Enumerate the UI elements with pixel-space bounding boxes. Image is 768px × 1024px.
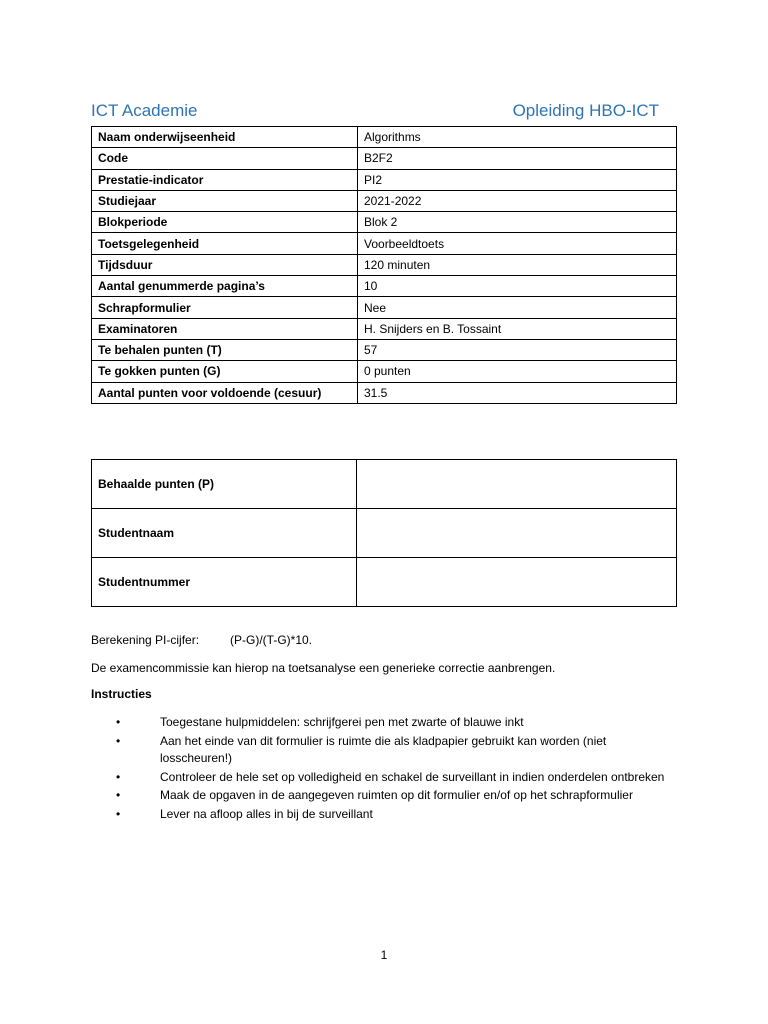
score-row [92,460,677,509]
instruction-text: Toegestane hulpmiddelen: schrijfgerei pen met zwarte of blauwe inkt [160,715,524,729]
info-row [92,254,677,275]
page-header [91,101,677,125]
info-key: Studiejaar [92,190,358,211]
info-value: Algorithms [358,127,677,148]
score-entry-field[interactable] [357,509,677,558]
calculation-line [91,633,313,647]
calculation-formula: (P-G)/(T-G)*10. [230,633,313,647]
instruction-text: Lever na afloop alles in bij de surveillant [160,806,373,821]
student-score-table [91,459,677,607]
info-value: 10 [358,276,677,297]
score-entry-field[interactable] [357,558,677,607]
instruction-text: Aan het einde van dit formulier is ruimte die als kladpapier gebruikt kan worden (niet losscheuren!) [160,733,607,765]
info-value: 120 minuten [358,254,677,275]
instructions-title: Instructies [91,687,152,701]
info-value: 0 punten [358,361,677,382]
info-row [92,212,677,233]
info-value: 31.5 [358,382,677,403]
info-row [92,276,677,297]
info-row [92,169,677,190]
instruction-item [91,806,671,824]
info-row [92,233,677,254]
score-key: Studentnaam [92,509,357,558]
info-value: H. Snijders en B. Tossaint [358,318,677,339]
header-institution: ICT Academie [91,101,198,120]
info-key: Blokperiode [92,212,358,233]
info-value: Blok 2 [358,212,677,233]
instruction-item [91,787,671,805]
instruction-item [91,714,671,732]
instruction-text: Maak de opgaven in de aangegeven ruimten op dit formulier en/of op het schrapformulier [160,788,633,802]
info-key: Prestatie-indicator [92,169,358,190]
info-row [92,190,677,211]
instruction-item [91,769,671,787]
score-row [92,558,677,607]
course-info-table [91,126,677,404]
score-entry-field[interactable] [357,460,677,509]
bullet-icon: • [116,769,121,784]
header-program: Opleiding HBO-ICT [512,101,659,120]
info-value: 2021-2022 [358,190,677,211]
info-key: Code [92,148,358,169]
instruction-text: Controleer de hele set op volledigheid en schakel de surveillant in indien onderdelen ontbreken [160,769,665,784]
info-row [92,339,677,360]
info-row [92,148,677,169]
info-key: Examinatoren [92,318,358,339]
score-row [92,509,677,558]
info-row [92,297,677,318]
info-key: Naam onderwijseenheid [92,127,358,148]
info-row [92,361,677,382]
exam-committee-note: De examencommissie kan hierop na toetsanalyse een generieke correctie aanbrengen. [91,661,556,675]
page-number: 1 [380,948,388,962]
instructions-list [91,714,671,824]
bullet-icon: • [116,788,121,802]
info-value: Voorbeeldtoets [358,233,677,254]
bullet-icon: • [116,733,121,748]
info-row [92,127,677,148]
info-row [92,382,677,403]
info-key: Te behalen punten (T) [92,339,358,360]
info-row [92,318,677,339]
bullet-icon: • [116,806,121,821]
info-key: Tijdsduur [92,254,358,275]
score-key: Studentnummer [92,558,357,607]
info-key: Schrapformulier [92,297,358,318]
bullet-icon: • [116,715,121,729]
info-value: 57 [358,339,677,360]
info-value: PI2 [358,169,677,190]
info-value: Nee [358,297,677,318]
instruction-item [91,733,671,768]
info-key: Aantal genummerde pagina’s [92,276,358,297]
info-key: Te gokken punten (G) [92,361,358,382]
info-value: B2F2 [358,148,677,169]
score-key: Behaalde punten (P) [92,460,357,509]
calculation-label: Berekening PI-cijfer: [91,633,200,647]
info-key: Toetsgelegenheid [92,233,358,254]
info-key: Aantal punten voor voldoende (cesuur) [92,382,358,403]
